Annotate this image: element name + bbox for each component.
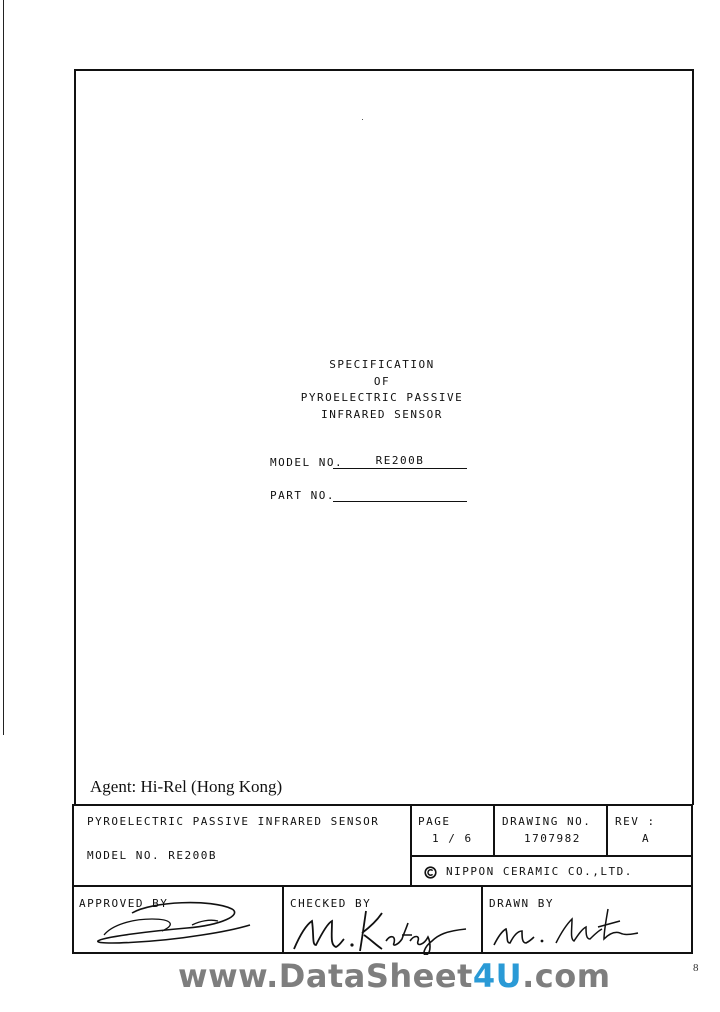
tb-drawing-value: 1707982 (524, 832, 581, 845)
watermark-suffix: .com (522, 957, 611, 995)
drawing-frame (74, 69, 694, 805)
tb-left-line (72, 804, 74, 954)
model-field (270, 453, 467, 469)
tb-drawing-label: DRAWING NO. (502, 815, 592, 828)
part-label: PART NO. (270, 489, 335, 502)
tb-top-line (72, 804, 693, 806)
tb-company-line (411, 855, 693, 857)
approved-signature (92, 895, 252, 950)
checked-signature (290, 905, 470, 955)
part-field (270, 486, 467, 502)
tb-drawn-label: DRAWN BY (489, 897, 554, 910)
part-value (333, 487, 467, 502)
model-label: MODEL NO. (270, 456, 344, 469)
spec-title-line-2: OF (373, 374, 391, 388)
tb-company: NIPPON CERAMIC CO.,LTD. (446, 865, 633, 878)
tb-divider-1 (410, 804, 412, 886)
drawn-signature (490, 905, 640, 950)
tb-product: PYROELECTRIC PASSIVE INFRARED SENSOR (87, 815, 380, 828)
spec-title-line-3: PYROELECTRIC PASSIVE (300, 391, 464, 404)
tb-page-label: PAGE (418, 815, 451, 828)
tb-divider-3 (606, 804, 608, 856)
tb-approved-label: APPROVED BY (79, 897, 169, 910)
tb-divider-5 (481, 885, 483, 954)
watermark-prefix: www.DataSheet (178, 957, 473, 995)
tb-divider-2 (493, 804, 495, 856)
copyright-icon (424, 864, 437, 883)
watermark-highlight: 4U (472, 957, 523, 995)
model-value: RE200B (333, 454, 467, 469)
margin-line (3, 0, 4, 735)
watermark (178, 957, 611, 995)
tb-divider-4 (282, 885, 284, 954)
spec-title-line-1: SPECIFICATION (329, 358, 435, 371)
scan-speck (362, 119, 363, 120)
page-number: 8 (693, 962, 699, 974)
spec-title-line-4: INFRARED SENSOR (321, 407, 443, 421)
agent-text: Agent: Hi-Rel (Hong Kong) (90, 777, 283, 796)
spec-title (290, 357, 474, 423)
tb-rev-value: A (642, 832, 651, 845)
tb-checked-label: CHECKED BY (290, 897, 372, 910)
tb-mid-line (72, 885, 693, 887)
tb-page-value: 1 / 6 (432, 832, 473, 845)
tb-rev-label: REV : (615, 815, 656, 828)
tb-model: MODEL NO. RE200B (87, 849, 217, 862)
tb-right-line (691, 804, 693, 954)
